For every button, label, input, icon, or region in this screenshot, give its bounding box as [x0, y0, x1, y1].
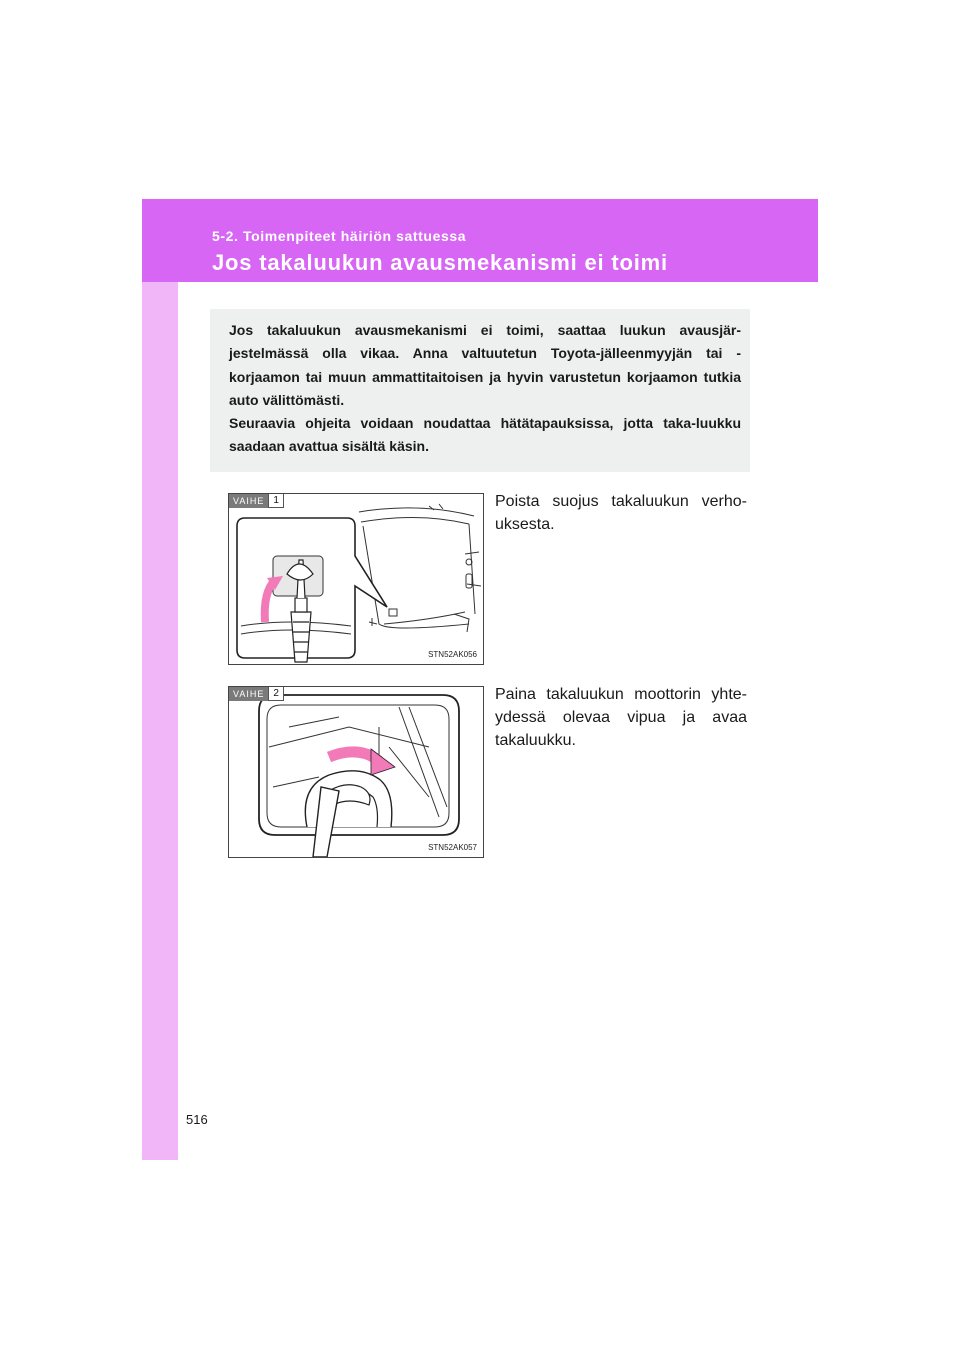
intro-text	[229, 319, 741, 459]
step-badge-number: 2	[268, 687, 284, 701]
step-badge-label: VAIHE	[229, 687, 268, 701]
section-label: 5-2. Toimenpiteet häiriön sattuessa	[212, 228, 467, 244]
side-margin-band	[142, 199, 178, 1160]
tailgate-lever-illustration	[229, 687, 484, 858]
step-2-text: Paina takaluukun moottorin yhte-ydessä olevaa vipua ja avaa takaluukku.	[495, 686, 747, 749]
step-badge-number: 1	[268, 494, 284, 508]
step-badge-label: VAIHE	[229, 494, 268, 508]
figure-code: STN52AK056	[428, 650, 477, 659]
step-1-figure	[228, 493, 484, 665]
step-2-figure	[228, 686, 484, 858]
page-title: Jos takaluukun avausmekanismi ei toimi	[212, 250, 668, 275]
page-number: 516	[186, 1112, 208, 1127]
intro-paragraph: Seuraavia ohjeita voidaan noudattaa hätätapauksissa, jotta taka-luukku saadaan avattua sisältä käsin.	[229, 415, 741, 455]
step-1-text: Poista suojus takaluukun verho-uksesta.	[495, 493, 747, 533]
figure-code: STN52AK057	[428, 843, 477, 852]
step-badge	[229, 687, 284, 701]
tailgate-trim-cover-illustration	[229, 494, 484, 665]
step-badge	[229, 494, 284, 508]
intro-paragraph: Jos takaluukun avausmekanismi ei toimi, saattaa luukun avausjär-jestelmässä olla vikaa. Anna valtuutetun Toyota-jälleenmyyjän tai -korjaamon tai muun ammattitaitoisen ja hyvin varustetun korjaamon tutkia auto välittömästi.	[229, 322, 741, 408]
